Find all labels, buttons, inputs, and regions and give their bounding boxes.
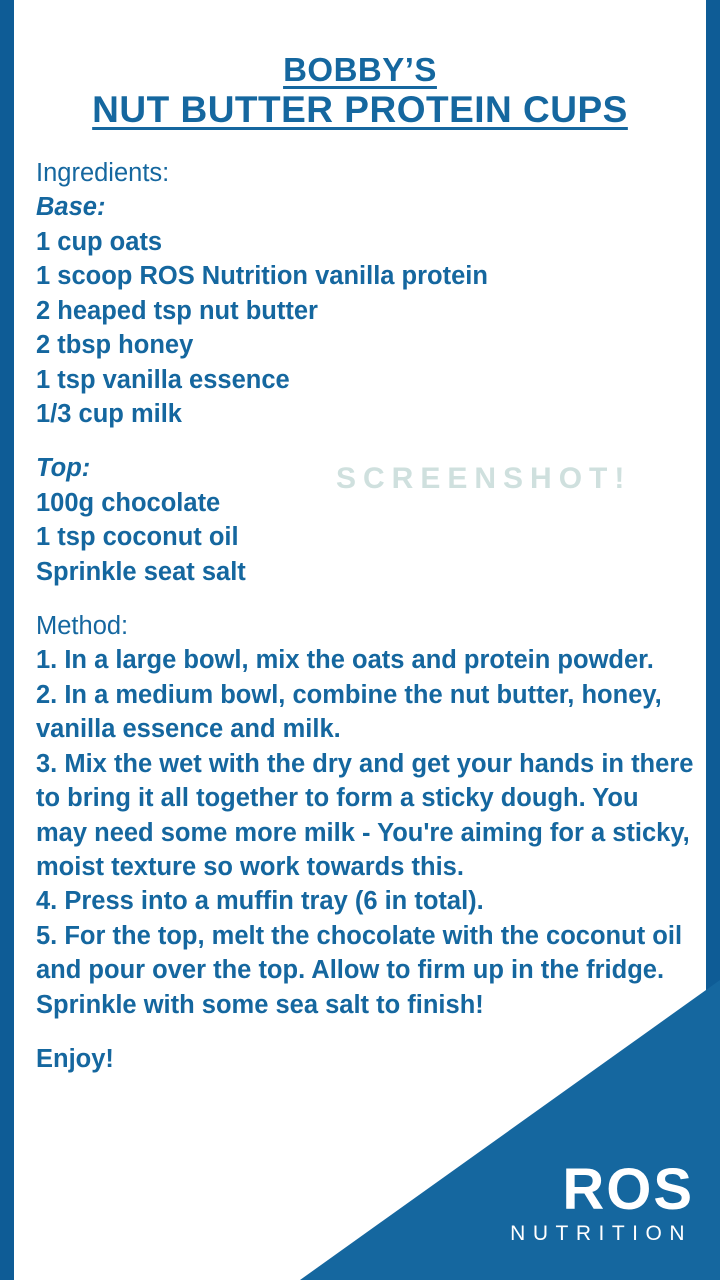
ingredient-item: 2 tbsp honey <box>36 331 194 360</box>
ingredient-item: 1 tsp coconut oil <box>36 523 239 552</box>
recipe-body <box>36 156 701 1077</box>
page-title <box>0 52 720 130</box>
ingredients-heading: Ingredients: <box>36 159 170 187</box>
ingredients-top-label: Top: <box>36 454 91 483</box>
spacer <box>36 589 696 609</box>
ingredient-item: 1 scoop ROS Nutrition vanilla protein <box>36 262 488 291</box>
logo-subtitle: NUTRITION <box>510 1222 692 1245</box>
title-line-2: NUT BUTTER PROTEIN CUPS <box>92 88 628 130</box>
method-heading: Method: <box>36 612 129 641</box>
method-step: 4. Press into a muffin tray (6 in total). <box>36 887 484 916</box>
method-step: 1. In a large bowl, mix the oats and protein powder. <box>36 646 654 675</box>
ingredient-item: 100g chocolate <box>36 488 221 517</box>
logo-wordmark: ROS <box>562 1157 694 1222</box>
ingredient-item: 1/3 cup milk <box>36 399 182 428</box>
closing-text: Enjoy! <box>36 1045 114 1074</box>
title-line-1: BOBBY’S <box>283 51 437 88</box>
ingredient-item: 1 tsp vanilla essence <box>36 365 290 394</box>
left-blue-rail <box>0 0 14 1280</box>
method-step: 5. For the top, melt the chocolate with the coconut oil and pour over the top. Allow to firm up in the fridge. Sprinkle with some sea salt to finish! <box>36 921 690 1019</box>
ingredients-base-label: Base: <box>36 193 106 222</box>
spacer <box>36 431 696 451</box>
screenshot-watermark: SCREENSHOT! <box>336 462 632 495</box>
method-step: 3. Mix the wet with the dry and get your hands in there to bring it all together to form a sticky dough. You may need some more milk - You're aiming for a sticky, moist texture so work towards this. <box>36 749 701 882</box>
ingredient-item: 1 cup oats <box>36 227 163 256</box>
ros-nutrition-logo <box>510 1157 694 1245</box>
ingredient-item: Sprinkle seat salt <box>36 557 246 586</box>
method-step: 2. In a medium bowl, combine the nut butter, honey, vanilla essence and milk. <box>36 680 669 744</box>
ingredient-item: 2 heaped tsp nut butter <box>36 296 318 325</box>
